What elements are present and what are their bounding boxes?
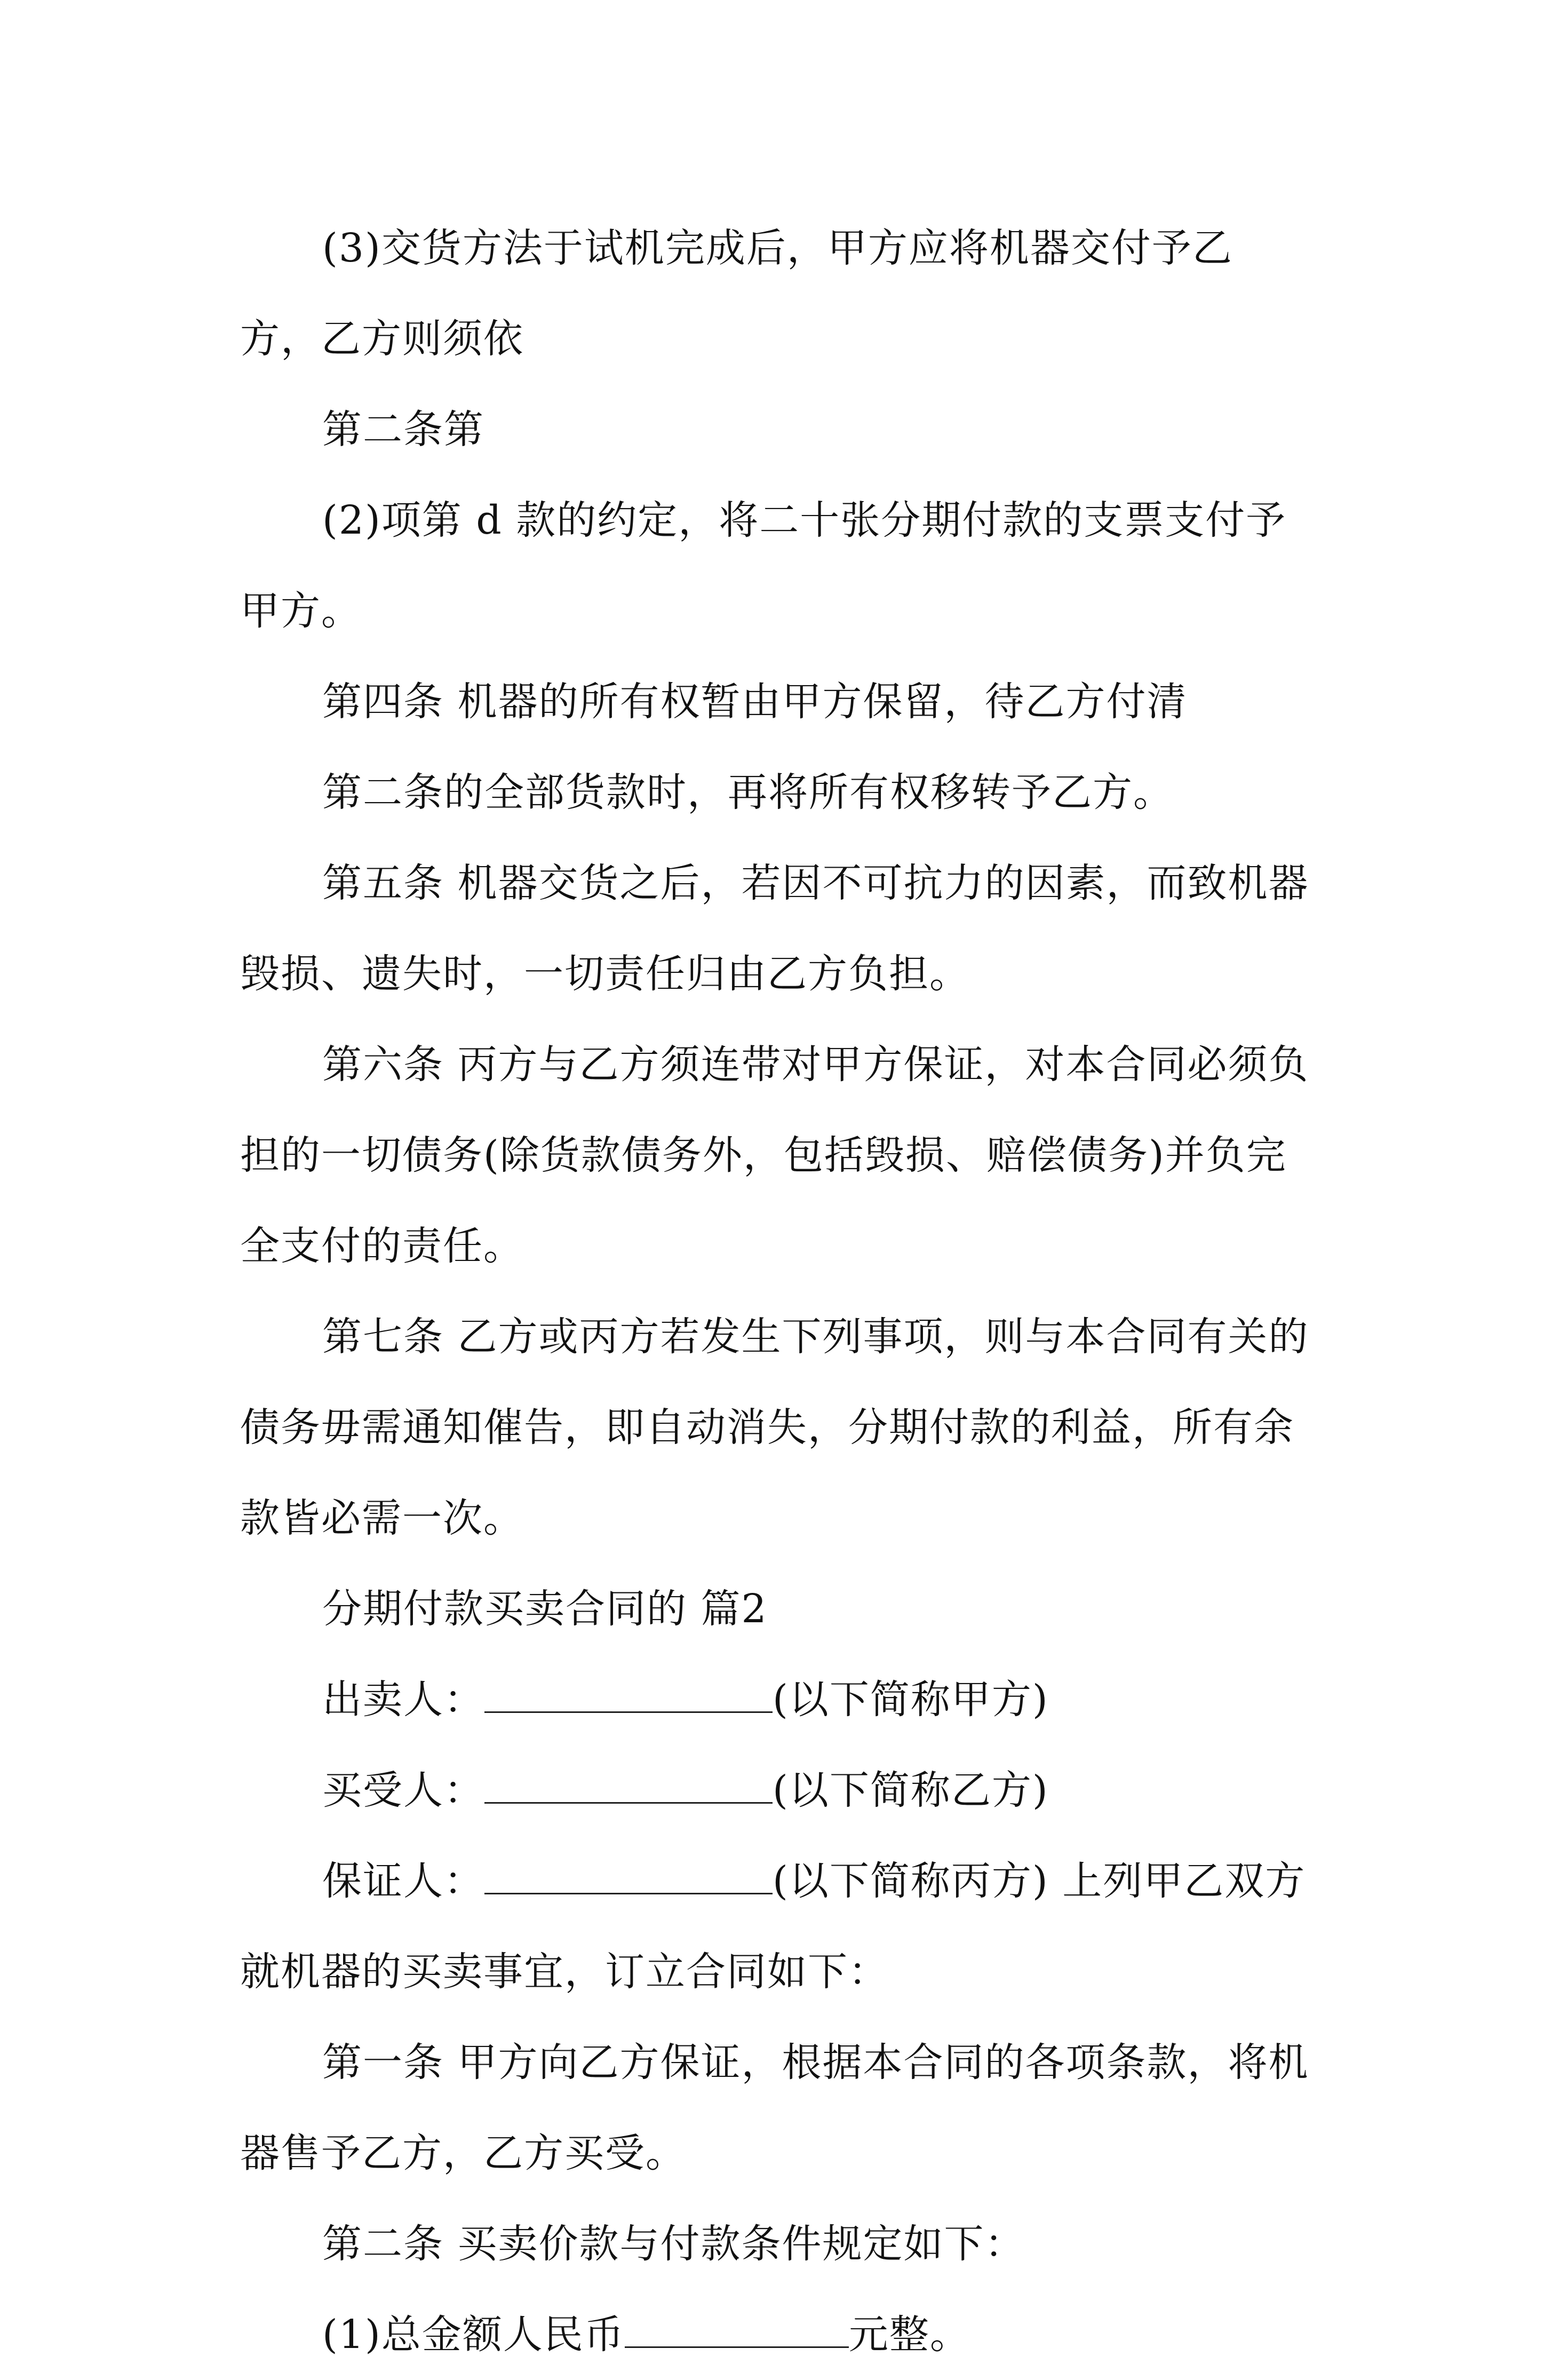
- total-label: (1)总金额人民币: [322, 2312, 625, 2358]
- paragraph-article-4-cont: 第二条的全部货款时，再将所有权移转予乙方。: [322, 769, 1174, 815]
- paragraph-article-2: 第二条 买卖价款与付款条件规定如下：: [322, 2221, 1025, 2267]
- seller-suffix: (以下简称甲方): [773, 1677, 1049, 1723]
- seller-blank: [484, 1676, 773, 1713]
- paragraph-article-4: 第四条 机器的所有权暂由甲方保留，待乙方付清: [322, 679, 1188, 725]
- buyer-blank: [484, 1767, 773, 1804]
- section-heading-part-2: 分期付款买卖合同的 篇2: [322, 1586, 768, 1632]
- paragraph-article-5: 第五条 机器交货之后，若因不可抗力的因素，而致机器毁损、遗失时，一切责任归由乙方负担。: [240, 860, 1309, 997]
- total-amount-line: [240, 2289, 1312, 2380]
- paragraph-article-6: 第六条 丙方与乙方须连带对甲方保证，对本合同必须负担的一切债务(除货款债务外，包括毁损、赔偿债务)并负完全支付的责任。: [240, 1042, 1309, 1269]
- guarantor-blank: [484, 1858, 773, 1894]
- guarantor-suffix: (以下简称丙方) 上列甲乙双方就机器的买卖事宜，订立合同如下：: [240, 1858, 1306, 1995]
- total-suffix: 元整。: [848, 2312, 970, 2358]
- guarantor-label: 保证人：: [322, 1858, 484, 1904]
- paragraph-checks: (2)项第 d 款的约定，将二十张分期付款的支票支付予甲方。: [240, 497, 1287, 634]
- buyer-suffix: (以下简称乙方): [773, 1767, 1049, 1813]
- buyer-line: [240, 1745, 1312, 1836]
- paragraph-delivery-method: (3)交货方法于试机完成后，甲方应将机器交付予乙方，乙方则须依: [240, 225, 1233, 362]
- paragraph-article-1: 第一条 甲方向乙方保证，根据本合同的各项条款，将机器售予乙方，乙方买受。: [240, 2040, 1309, 2176]
- seller-line: [240, 1654, 1312, 1745]
- paragraph-article-2-ref: 第二条第: [322, 407, 484, 453]
- guarantor-line: [240, 1836, 1312, 2017]
- buyer-label: 买受人：: [322, 1767, 484, 1813]
- paragraph-article-7: 第七条 乙方或丙方若发生下列事项，则与本合同有关的债务毋需通知催告，即自动消失，分期付款的利益，所有余款皆必需一次。: [240, 1314, 1309, 1541]
- total-blank: [625, 2311, 849, 2348]
- document-page: [240, 203, 1312, 2380]
- seller-label: 出卖人：: [322, 1677, 484, 1723]
